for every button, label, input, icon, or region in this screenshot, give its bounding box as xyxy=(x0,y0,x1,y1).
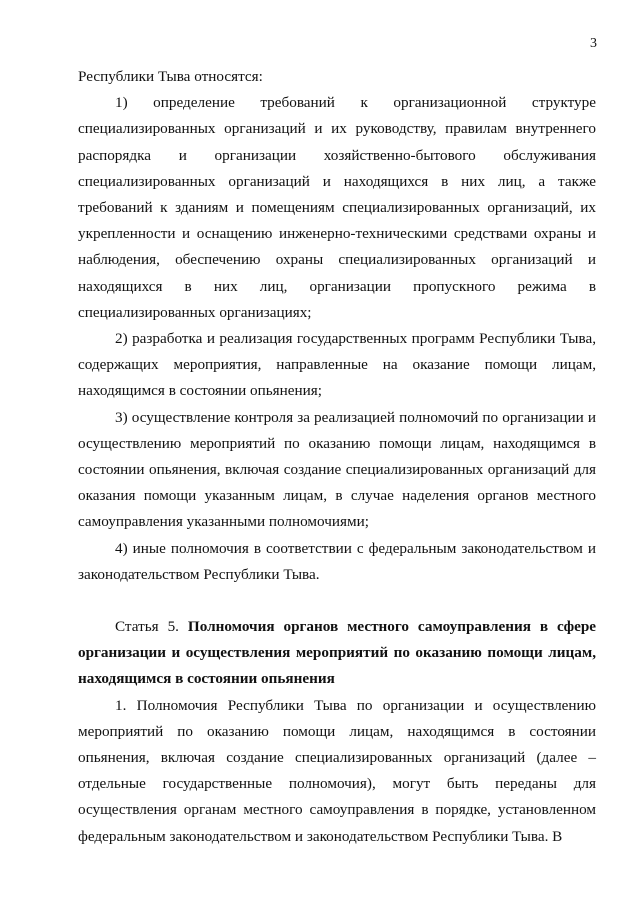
list-item-4: 4) иные полномочия в соответствии с федеральным законодательством и законодательством Республики Тыва. xyxy=(78,539,596,583)
list-item-3: 3) осуществление контроля за реализацией полномочий по организации и осуществлению мероприятий по оказанию помощи лицам, находящимся в состоянии опьянения, включая создание специализированных организаций для оказания помощи указанным лицам, в случае наделения органов местного самоуправления указанными полномочиями; xyxy=(78,408,596,531)
list-item-1: 1) определение требований к организационной структуре специализированных организаций и их руководству, правилам внутреннего распорядка и организации хозяйственно-бытового обслуживания специализированных организаций и находящихся в них лиц, а также требований к зданиям и помещениям специализированных организаций, их укрепленности и оснащению инженерно-техническими средствами охраны и наблюдения, обеспечению охраны специализированных организаций и находящихся в них лиц, организации пропускного режима в специализированных организациях; xyxy=(78,94,596,321)
list-item-2: 2) разработка и реализация государственных программ Республики Тыва, содержащих мероприятия, направленные на оказание помощи лицам, находящимся в состоянии опьянения; xyxy=(78,330,596,400)
page-number: 3 xyxy=(590,36,597,51)
article-paragraph-1: 1. Полномочия Республики Тыва по организации и осуществлению мероприятий по оказанию помощи лицам, находящимся в состоянии опьянения, включая создание специализированных организаций (далее – отдельные государственные полномочия), могут быть переданы для осуществления органам местного самоуправления в порядке, установленном федеральным законодательством и законодательством Республики Тыва. В xyxy=(78,696,596,845)
article-heading xyxy=(78,614,596,693)
document-body xyxy=(78,64,596,850)
article-label: Статья 5. xyxy=(115,618,188,636)
article-title: Полномочия органов местного самоуправления в сфере организации и осуществления мероприятий по оказанию помощи лицам, находящимся в состоянии опьянения xyxy=(78,618,597,688)
paragraph-continuation: Республики Тыва относятся: xyxy=(78,68,263,85)
